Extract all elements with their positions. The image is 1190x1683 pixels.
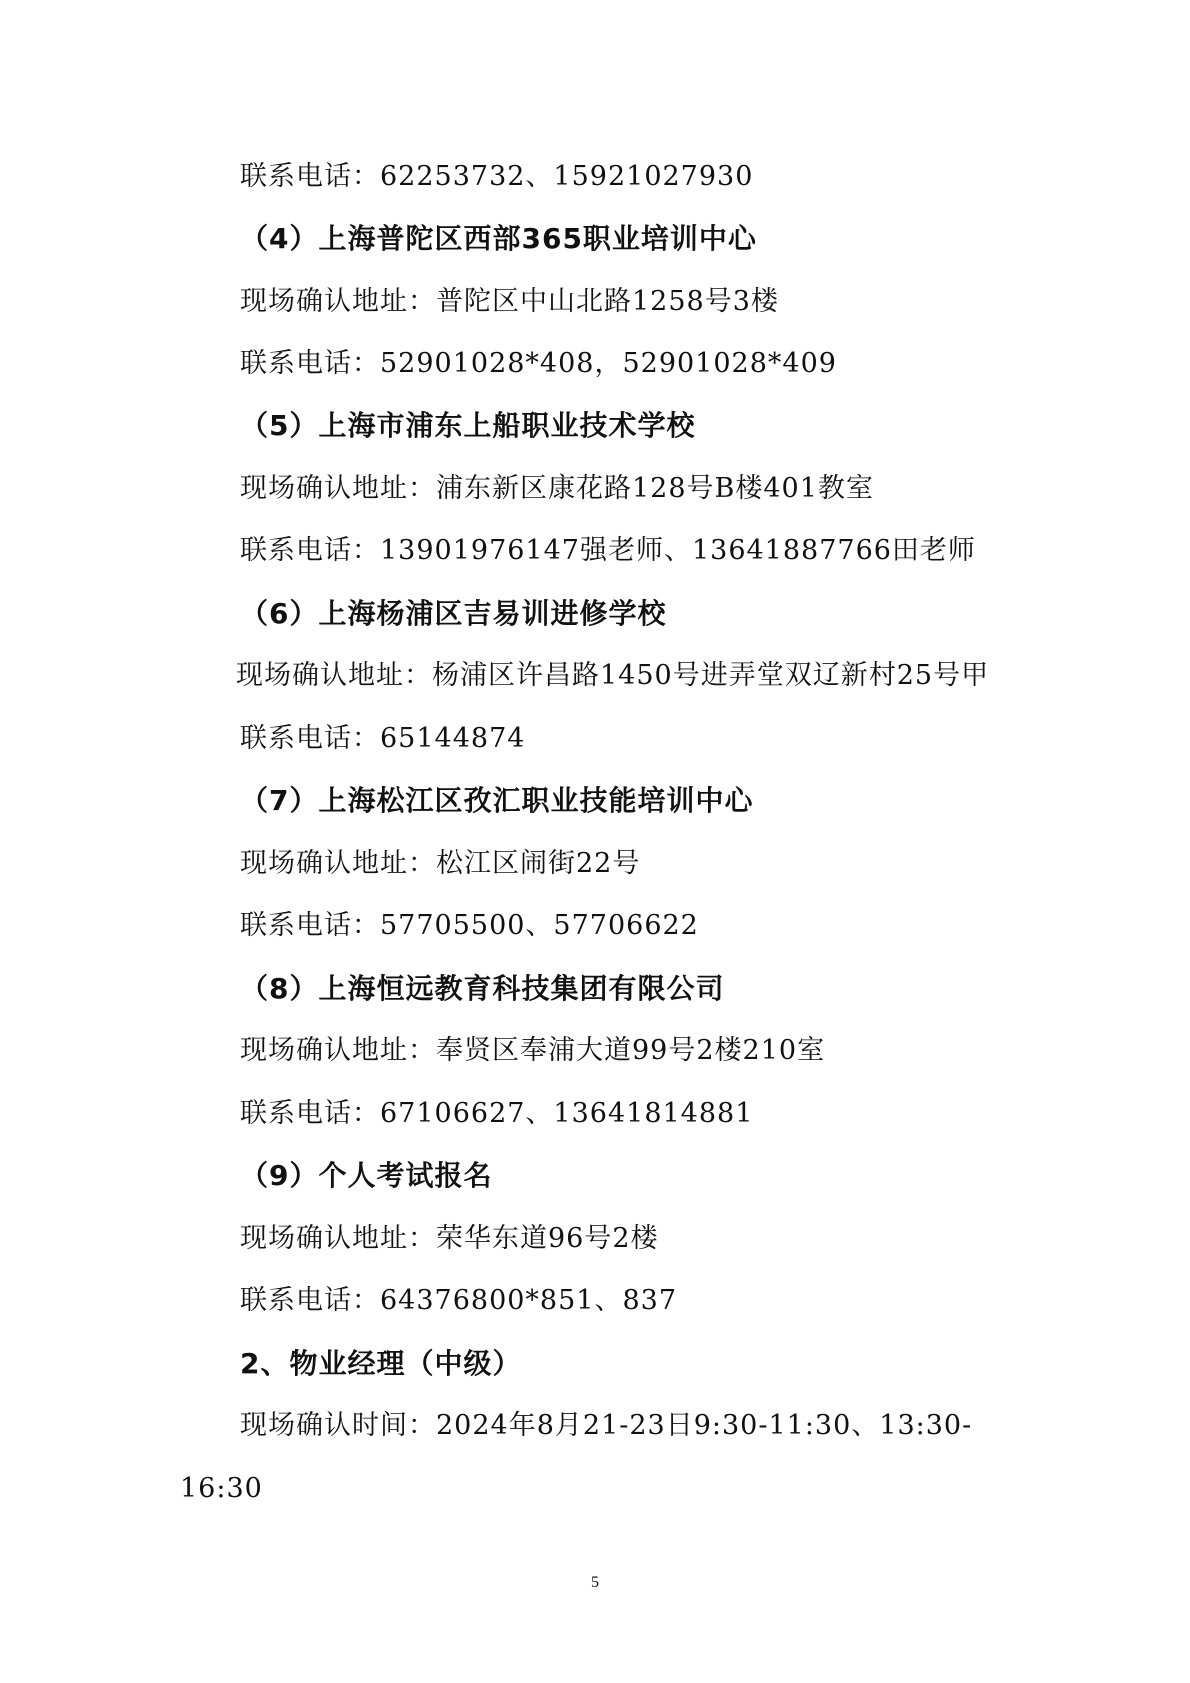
address-yangpu: 现场确认地址：杨浦区许昌路1450号进弄堂双辽新村25号甲 (236, 660, 990, 691)
address-songjiang: 现场确认地址：松江区闹街22号 (240, 848, 641, 879)
address-pudong: 现场确认地址：浦东新区康花路128号B楼401教室 (240, 473, 874, 504)
address-fengxian: 现场确认地址：奉贤区奉浦大道99号2楼210室 (240, 1035, 826, 1066)
page-number: 5 (591, 1574, 599, 1591)
contact-phone-fengxian: 联系电话：67106627、13641814881 (240, 1098, 754, 1129)
heading-yangpu-jiyi-school: （6）上海杨浦区吉易训进修学校 (240, 597, 667, 630)
heading-songjiang-zihui-center: （7）上海松江区孜汇职业技能培训中心 (240, 784, 754, 817)
section-heading-property-manager: 2、物业经理（中级） (240, 1347, 522, 1380)
address-individual: 现场确认地址：荣华东道96号2楼 (240, 1223, 659, 1254)
contact-phone-putuo: 联系电话：52901028*408，52901028*409 (240, 348, 837, 379)
contact-phone-pudong: 联系电话：13901976147强老师、13641887766田老师 (240, 535, 976, 566)
confirmation-time: 现场确认时间：2024年8月21-23日9:30-11:30、13:30- (240, 1410, 973, 1441)
confirmation-time-continued: 16:30 (180, 1473, 263, 1504)
heading-pudong-shangchuan-school: （5）上海市浦东上船职业技术学校 (240, 409, 696, 442)
heading-hengyuan-education-group: （8）上海恒远教育科技集团有限公司 (240, 972, 725, 1005)
heading-individual-registration: （9）个人考试报名 (240, 1159, 493, 1192)
contact-phone-3: 联系电话：62253732、15921027930 (240, 161, 754, 192)
address-putuo: 现场确认地址：普陀区中山北路1258号3楼 (240, 286, 779, 317)
contact-phone-individual: 联系电话：64376800*851、837 (240, 1285, 677, 1316)
contact-phone-yangpu: 联系电话：65144874 (240, 723, 526, 754)
contact-phone-songjiang: 联系电话：57705500、57706622 (240, 910, 699, 941)
heading-putuo-365-center: （4）上海普陀区西部365职业培训中心 (240, 222, 757, 255)
